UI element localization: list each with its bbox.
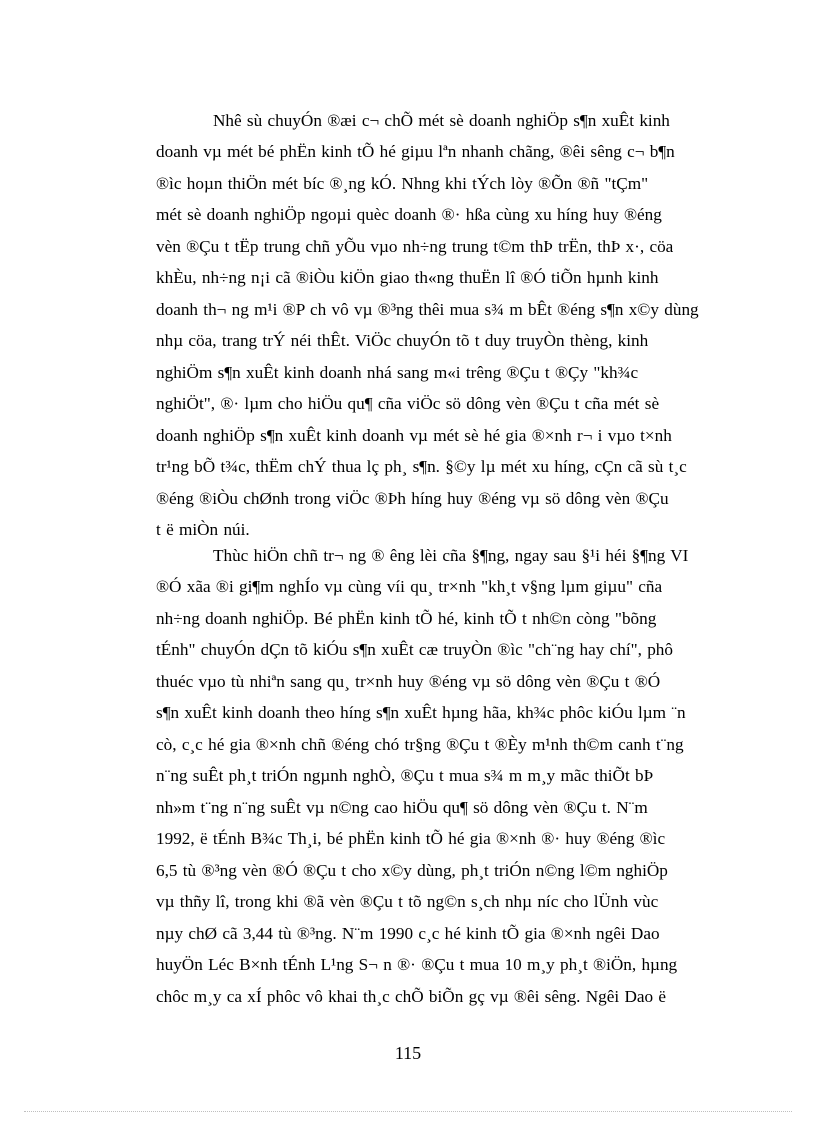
text-line: ®éng ®iÒu chØnh trong viÖc ®Þh híng huy ®éng vµ sö dông vèn ®Çu <box>156 489 669 508</box>
text-line: nh»m t¨ng n¨ng suÊt vµ n©ng cao hiÖu qu¶ sö dông vèn ®Çu t. N¨m <box>156 798 648 817</box>
text-line: mét sè doanh nghiÖp ngoµi quèc doanh ®· hßa cùng xu híng huy ®éng <box>156 205 662 224</box>
text-line: vèn ®Çu t tËp trung chñ yÕu vµo nh÷ng trung t©m thÞ trËn, thÞ x·, cöa <box>156 237 674 256</box>
text-line: ®Ó xãa ®i gi¶m nghÍo vµ cùng víi qu¸ tr×nh "kh¸t v§ng lµm giµu" cña <box>156 577 663 596</box>
text-line: doanh vµ mét bé phËn kinh tÕ hé giµu lªn nhanh chãng, ®êi sêng c¬ b¶n <box>156 142 675 161</box>
text-line: khÈu, nh÷ng n¡i cã ®iÒu kiÖn giao th«ng thuËn lî ®Ó tiÕn hµnh kinh <box>156 268 659 287</box>
text-line: nh÷ng doanh nghiÖp. Bé phËn kinh tÕ hé, kinh tÕ t nh©n còng "bõng <box>156 609 657 628</box>
text-line: tr¹ng bÕ t¾c, thËm chÝ thua lç ph¸ s¶n. §©y lµ mét xu híng, cÇn cã sù t¸c <box>156 457 687 476</box>
text-line: thuéc vµo tù nhiªn sang qu¸ tr×nh huy ®éng vµ sö dông vèn ®Çu t ®Ó <box>156 672 661 691</box>
text-line: doanh nghiÖp s¶n xuÊt kinh doanh vµ mét sè hé gia ®×nh r¬ i vµo t×nh <box>156 426 672 445</box>
text-line: vµ thñy lî, trong khi ®ã vèn ®Çu t tõ ng©n s¸ch nhµ níc cho lÜnh vùc <box>156 892 659 911</box>
text-line: 6,5 tù ®³ng vèn ®Ó ®Çu t cho x©y dùng, ph¸t triÓn n©ng l©m nghiÖp <box>156 861 668 880</box>
text-line: n¨ng suÊt ph¸t triÓn ngµnh nghÒ, ®Çu t mua s¾ m m¸y mãc thiÕt bÞ <box>156 766 654 785</box>
text-line: t ë miÒn núi. <box>156 520 250 539</box>
text-line: chôc m¸y ca xÍ phôc vô khai th¸c chÕ biÕn gç vµ ®êi sêng. Ngêi Dao ë <box>156 987 667 1006</box>
text-line: nghiÖt", ®· lµm cho hiÖu qu¶ cña viÖc sö dông vèn ®Çu t cña mét sè <box>156 394 660 413</box>
text-line: 1992, ë tÉnh B¾c Th¸i, bé phËn kinh tÕ hé gia ®×nh ®· huy ®éng ®ìc <box>156 829 666 848</box>
text-line: nµy chØ cã 3,44 tù ®³ng. N¨m 1990 c¸c hé kinh tÕ gia ®×nh ngêi Dao <box>156 924 660 943</box>
text-line: huyÖn Léc B×nh tÉnh L¹ng S¬ n ®· ®Çu t mua 10 m¸y ph¸t ®iÖn, hµng <box>156 955 678 974</box>
text-line: ®ìc hoµn thiÖn mét bíc ®¸ng kÓ. Nhng khi tÝch lòy ®Õn ®ñ "tÇm" <box>156 174 649 193</box>
page-bottom-divider <box>24 1111 792 1112</box>
text-line: doanh th¬ ng m¹i ®P ch vô vµ ®³ng thêi mua s¾ m bÊt ®éng s¶n x©y dùng <box>156 300 699 319</box>
text-line: s¶n xuÊt kinh doanh theo híng s¶n xuÊt hµng hãa, kh¾c phôc kiÓu lµm ¨n <box>156 703 686 722</box>
text-line: nghiÖm s¶n xuÊt kinh doanh nhá sang m«i trêng ®Çu t ®Çy "kh¾c <box>156 363 639 382</box>
text-line: tÉnh" chuyÓn dÇn tõ kiÓu s¶n xuÊt cæ truyÒn ®ìc "ch¨ng hay chí", phô <box>156 640 673 659</box>
text-line: nhµ cöa, trang trÝ néi thÊt. ViÖc chuyÓn tõ t duy truyÒn thèng, kinh <box>156 331 649 350</box>
text-line: Thùc hiÖn chñ tr¬ ng ® êng lèi cña §¶ng, ngay sau §¹i héi §¶ng VI <box>213 546 689 565</box>
page-number: 115 <box>394 1043 422 1063</box>
text-line: cò, c¸c hé gia ®×nh chñ ®éng chó tr§ng ®Çu t ®Èy m¹nh th©m canh t¨ng <box>156 735 684 754</box>
text-line: Nhê sù chuyÓn ®æi c¬ chÕ mét sè doanh nghiÖp s¶n xuÊt kinh <box>213 111 670 130</box>
